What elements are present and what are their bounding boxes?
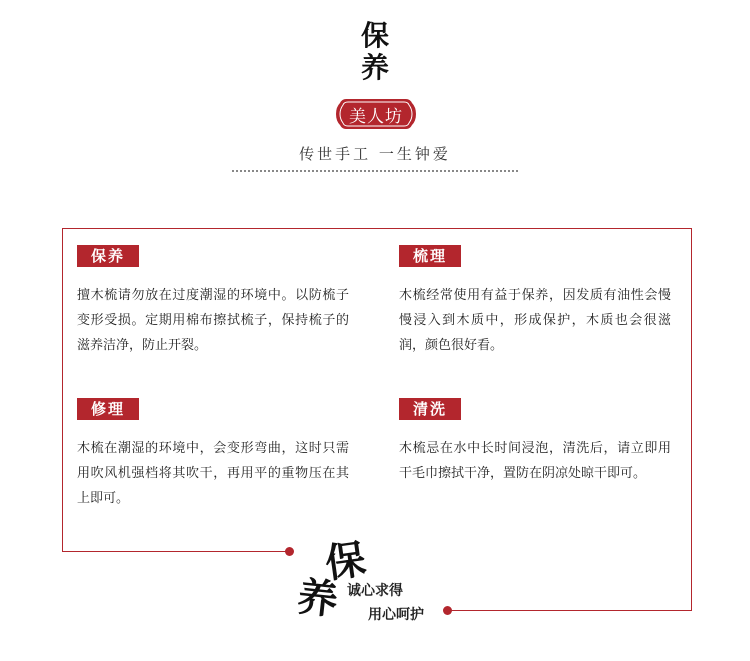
frame-border-bottom-right xyxy=(450,610,692,611)
frame-border-bottom-left xyxy=(62,551,288,552)
calligraphy-char-1: 保 xyxy=(322,535,369,588)
section-badge-care: 保养 xyxy=(77,245,139,267)
section-text-comb: 木梳经常使用有益于保养，因发质有油性会慢慢浸入到木质中，形成保护，木质也会很滋润，颜色很好看。 xyxy=(399,288,671,353)
frame-dot-right xyxy=(443,606,452,615)
page-title xyxy=(0,20,750,84)
frame-border-left xyxy=(62,228,63,551)
motto-line-1: 诚心求得 xyxy=(347,583,403,599)
section-text-repair: 木梳在潮湿的环境中，会变形弯曲，这时只需用吹风机强档将其吹干，再用平的重物压在其上即可。 xyxy=(77,441,349,506)
section-badge-comb: 梳理 xyxy=(399,245,461,267)
calligraphy-char-2: 养 xyxy=(295,573,341,624)
frame-dot-left xyxy=(285,547,294,556)
seal-text: 美人坊 xyxy=(349,106,403,127)
frame-border-top xyxy=(62,228,692,229)
section-text-care: 擅木梳请勿放在过度潮湿的环境中。以防梳子变形受损。定期用棉布擦拭梳子，保持梳子的滋养洁净，防止开裂。 xyxy=(77,288,349,353)
section-text-wash: 木梳忌在水中长时间浸泡，清洗后，请立即用干毛巾擦拭干净，置防在阴凉处晾干即可。 xyxy=(399,441,671,481)
section-badge-wash: 清洗 xyxy=(399,398,461,420)
title-line-2: 养 xyxy=(360,51,389,84)
frame-border-right xyxy=(691,228,692,610)
tagline: 传世手工 一生钟爱 xyxy=(299,145,451,163)
title-line-1: 保 xyxy=(360,19,389,52)
dotted-divider xyxy=(232,170,518,172)
section-badge-repair: 修理 xyxy=(77,398,139,420)
brand-seal xyxy=(336,97,416,131)
motto-line-2: 用心呵护 xyxy=(368,607,424,623)
